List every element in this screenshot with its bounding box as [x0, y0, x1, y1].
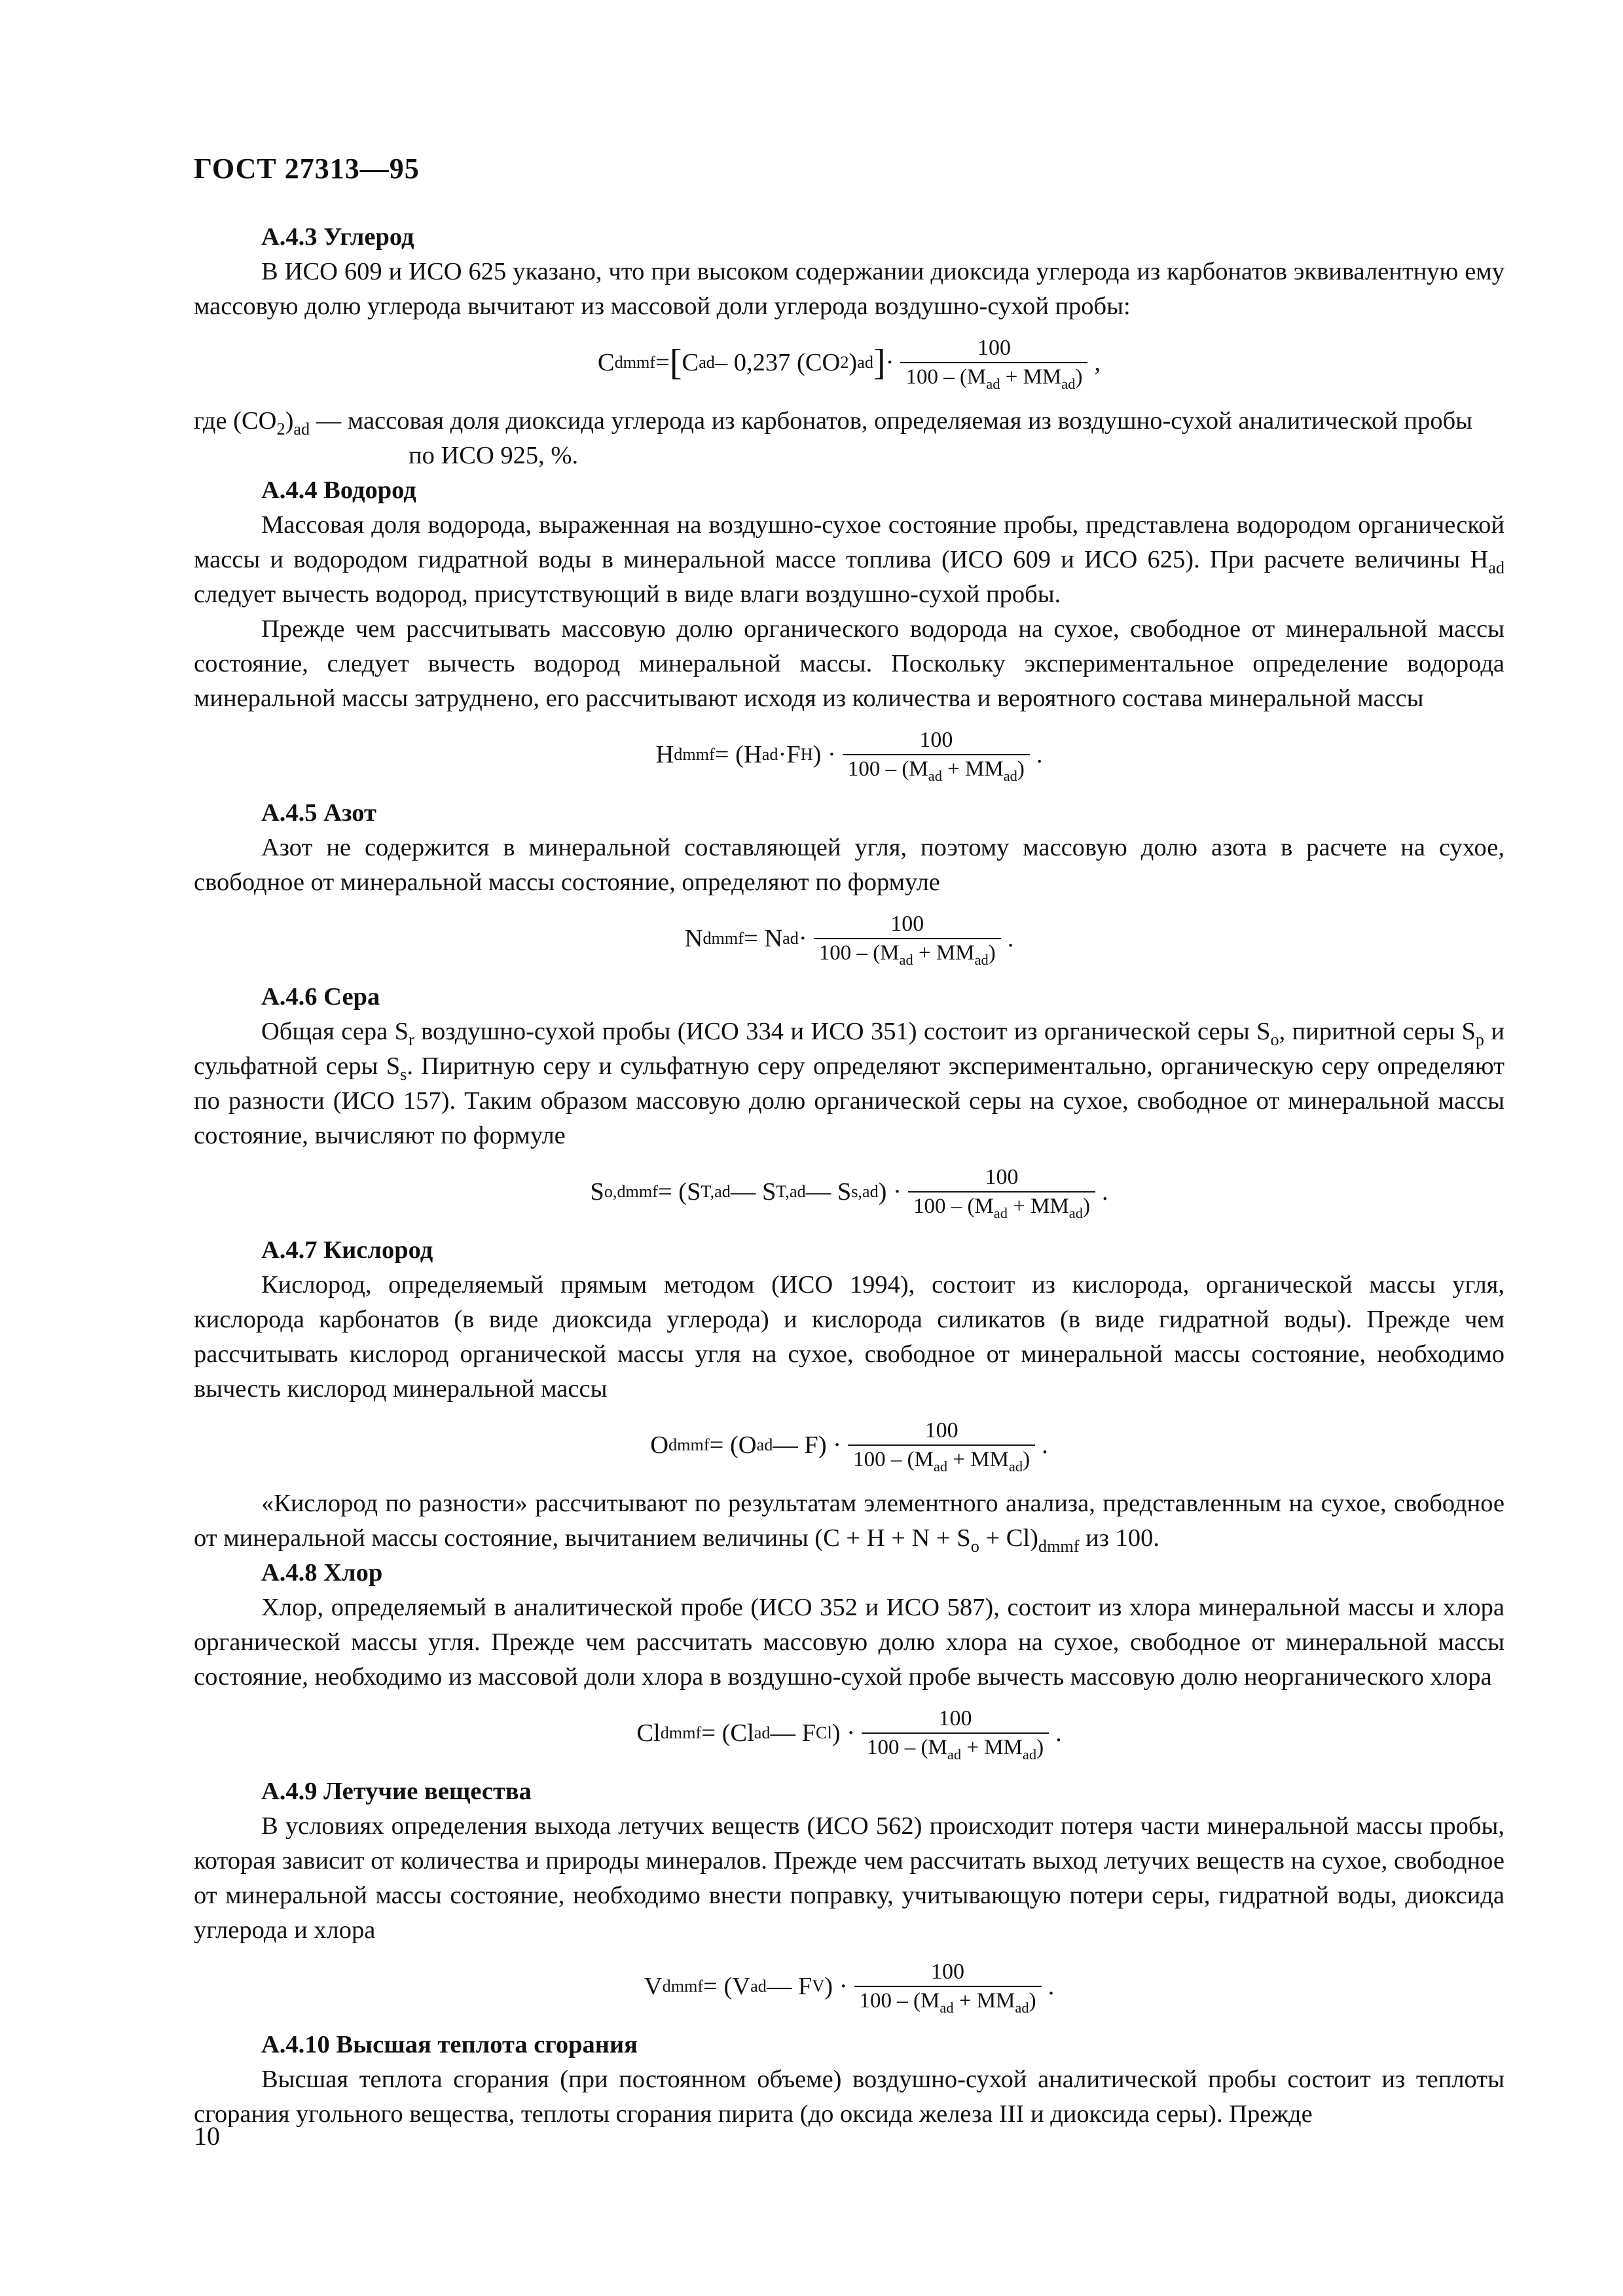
section-heading-carbon: А.4.3 Углерод: [261, 223, 414, 251]
paragraph-volatile-matter: В условиях определения выхода летучих веществ (ИСО 562) происходит потеря части минеральной массы пробы, которая зависит от количества и природы минералов. Прежде чем рассчитать выход летучих веществ на сухое, свободное от минеральной массы состояние, необходимо внести поправку, учитывающую потери серы, гидратной воды, диоксида углерода и хлора: [194, 1812, 1504, 1944]
paragraph-chlorine: Хлор, определяемый в аналитической пробе (ИСО 352 и ИСО 587), состоит из хлора минеральной массы и хлора органической массы угля. Прежде чем рассчитать массовую долю хлора на сухое, свободное от минеральной массы состояние, необходимо из массовой доли хлора в воздушно-сухой пробе вычесть массовую долю неорганического хлора: [194, 1594, 1504, 1691]
where-clause: где $(CO_2)_{ad}$ — массовая доля диоксида углерода из карбонатов, определяемая из воздушно-сухой аналитической пробы по ИСО 925, %.: [194, 407, 1473, 469]
fraction: $\frac{100}{100 - (M_{ad} + MM_{ad})}$: [843, 726, 1030, 783]
document-body: [194, 220, 1504, 2132]
fraction: $\frac{100}{100 - (M_{ad} + MM_{ad})}$: [900, 334, 1087, 391]
formula-carbon: C dmmf = [ C ad – 0,237 (CO 2 ) ad ] · $\frac{100}{100 - (M_{ad} + MM_{ad})}$ ,: [597, 336, 1101, 392]
formula-volatile-matter: V dmmf = (V ad — F V ) · $\frac{100}{100 - (M_{ad} + MM_{ad})}$ .: [644, 1960, 1055, 2016]
formula-hydrogen: H dmmf = (H ad ·F H ) · $\frac{100}{100 - (M_{ad} + MM_{ad})}$ .: [655, 728, 1043, 784]
fraction: $\frac{100}{100 - (M_{ad} + MM_{ad})}$: [854, 1958, 1042, 2015]
paragraph-nitrogen: Азот не содержится в минеральной составляющей угля, поэтому массовую долю азота в расчете на сухое, свободное от минеральной массы состояние, определяют по формуле: [194, 834, 1504, 896]
formula-nitrogen: N dmmf = N ad · $\frac{100}{100 - (M_{ad} + MM_{ad})}$ .: [684, 912, 1014, 968]
paragraph-hydrogen-2: Прежде чем рассчитывать массовую долю органического водорода на сухое, свободное от минеральной массы состояние, следует вычесть водород минеральной массы. Поскольку экспериментальное определение водорода минеральной массы затруднено, его рассчитывают исходя из количества и вероятного состава минеральной массы: [194, 615, 1504, 712]
formula-oxygen: O dmmf = (O ad — F) · $\frac{100}{100 - (M_{ad} + MM_{ad})}$ .: [650, 1418, 1048, 1475]
section-heading-hydrogen: А.4.4 Водород: [261, 476, 416, 504]
section-heading-oxygen: А.4.7 Кислород: [261, 1236, 433, 1264]
section-heading-volatile-matter: А.4.9 Летучие вещества: [261, 1778, 532, 1805]
formula-chlorine: Cl dmmf = (Cl ad — F Cl ) · $\frac{100}{100 - (M_{ad} + MM_{ad})}$ .: [636, 1706, 1062, 1763]
formula-sulfur: S o,dmmf = (S T,ad — S T,ad — S s,ad ) · $\frac{100}{100 - (M_{ad} + MM_{ad})}$ .: [590, 1165, 1108, 1221]
section-heading-sulfur: А.4.6 Сера: [261, 983, 380, 1011]
section-heading-nitrogen: А.4.5 Азот: [261, 799, 376, 827]
paragraph-carbon: В ИСО 609 и ИСО 625 указано, что при высоком содержании диоксида углерода из карбонатов эквивалентную ему массовую долю углерода вычитают из массовой доли углерода воздушно-сухой пробы:: [194, 258, 1504, 320]
paragraph-sulfur: Общая сера $S_r$ воздушно-сухой пробы (ИСО 334 и ИСО 351) состоит из органической серы $S_o$, пиритной серы $S_p$ и сульфатной серы $S_s$. Пиритную серу и сульфатную серу определяют экспериментально, органическую серу определяют по разности (ИСО 157). Таким образом массовую долю органической серы на сухое, свободное от минеральной массы состояние, вычисляют по формуле: [194, 1018, 1505, 1149]
paragraph-oxygen-2: «Кислород по разности» рассчитывают по результатам элементного анализа, представленным на сухое, свободное от минеральной массы состояние, вычитанием величины $(C + H + N + S_o + Cl)_{dmmf}$ из 100.: [194, 1490, 1504, 1556]
section-heading-chlorine: А.4.8 Хлор: [261, 1559, 383, 1587]
page-number: 10: [194, 2121, 220, 2151]
fraction: $\frac{100}{100 - (M_{ad} + MM_{ad})}$: [862, 1705, 1049, 1761]
fraction: $\frac{100}{100 - (M_{ad} + MM_{ad})}$: [814, 910, 1001, 967]
paragraph-hydrogen-1: Массовая доля водорода, выраженная на воздушно-сухое состояние пробы, представлена водородом органической массы и водородом гидратной воды в минеральной массе топлива (ИСО 609 и ИСО 625). При расчете величины $H_{ad}$ следует вычесть водород, присутствующий в виде влаги воздушно-сухой пробы.: [194, 511, 1504, 608]
paragraph-oxygen-1: Кислород, определяемый прямым методом (ИСО 1994), состоит из кислорода, органической массы угля, кислорода карбонатов (в виде диоксида углерода) и кислорода силикатов (в виде гидратной воды). Прежде чем рассчитывать кислород органической массы угля на сухое, свободное от минеральной массы состояние, необходимо вычесть кислород минеральной массы: [194, 1271, 1504, 1403]
fraction: $\frac{100}{100 - (M_{ad} + MM_{ad})}$: [848, 1417, 1035, 1473]
section-heading-gross-calorific-value: А.4.10 Высшая теплота сгорания: [261, 2031, 638, 2058]
paragraph-gross-calorific-value: Высшая теплота сгорания (при постоянном объеме) воздушно-сухой аналитической пробы состоит из теплоты сгорания угольного вещества, теплоты сгорания пирита (до оксида железа III и диоксида серы). Прежде: [194, 2066, 1504, 2128]
fraction: $\frac{100}{100 - (M_{ad} + MM_{ad})}$: [908, 1164, 1095, 1220]
document-code: ГОСТ 27313—95: [194, 152, 420, 185]
